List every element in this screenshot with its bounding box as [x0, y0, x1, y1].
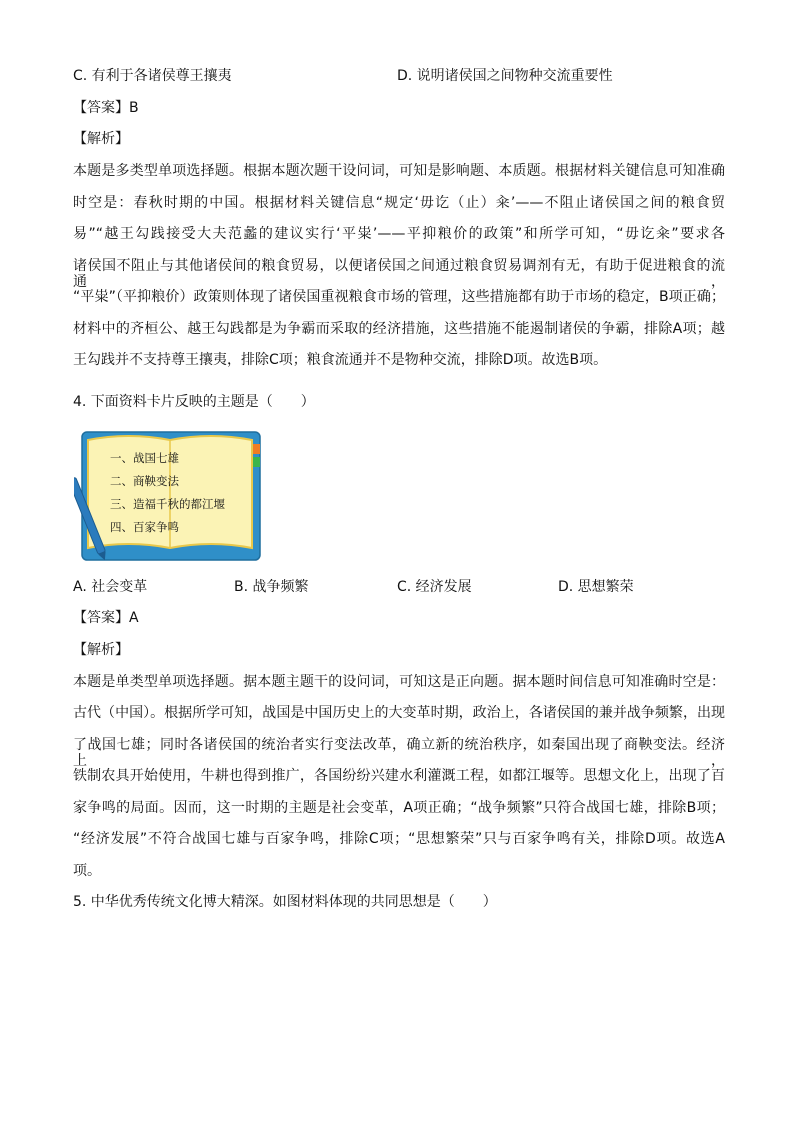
- option-c: C. 经济发展: [397, 579, 472, 595]
- analysis-line: 易”“越王勾践接受大夫范蠡的建议实行‘平粜’——平抑粮价的政策”和所学可知，“毋讫籴”要求各: [73, 226, 725, 242]
- analysis-line: 项。: [73, 863, 101, 879]
- analysis-label: 【解析】: [73, 131, 129, 147]
- option-a: A. 社会变革: [73, 579, 148, 595]
- card-item: 四、百家争鸣: [110, 520, 179, 534]
- analysis-line: 铁制农具开始使用，牛耕也得到推广，各国纷纷兴建水利灌溉工程，如都江堰等。思想文化上，出现了百: [73, 768, 725, 784]
- analysis-line: 时空是：春秋时期的中国。根据材料关键信息“规定‘毋讫（止）籴’——不阻止诸侯国之间的粮食贸: [73, 195, 725, 211]
- analysis-line: “平粜”（平抑粮价）政策则体现了诸侯国重视粮食市场的管理，这些措施都有助于市场的稳定，B项正确；: [73, 289, 725, 305]
- analysis-line: 家争鸣的局面。因而，这一时期的主题是社会变革，A项正确；“战争频繁”只符合战国七雄，排除B项；: [73, 800, 725, 816]
- option-d: D. 思想繁荣: [558, 579, 634, 595]
- option-b: B. 战争频繁: [234, 579, 309, 595]
- card-item: 一、战国七雄: [110, 451, 179, 465]
- analysis-label: 【解析】: [73, 642, 129, 658]
- analysis-line: 了战国七雄；同时各诸侯国的统治者实行变法改革，确立新的统治秩序，如秦国出现了商鞅变法。经济上，: [73, 737, 725, 769]
- answer-label: 【答案】B: [73, 100, 139, 116]
- option-c: C. 有利于各诸侯尊王攘夷: [73, 68, 232, 84]
- analysis-line: 本题是单类型单项选择题。据本题主题干的设问词，可知这是正向题。据本题时间信息可知准确时空是：: [73, 674, 725, 690]
- analysis-line: 古代（中国）。根据所学可知，战国是中国历史上的大变革时期，政治上，各诸侯国的兼并战争频繁，出现: [73, 705, 725, 721]
- option-d: D. 说明诸侯国之间物种交流重要性: [397, 68, 613, 84]
- analysis-line: “经济发展”不符合战国七雄与百家争鸣，排除C项；“思想繁荣”只与百家争鸣有关，排除D项。故选A: [73, 831, 725, 847]
- analysis-line: 诸侯国不阻止与其他诸侯间的粮食贸易，以便诸侯国之间通过粮食贸易调剂有无，有助于促进粮食的流通，: [73, 258, 725, 290]
- answer-label: 【答案】A: [73, 610, 139, 626]
- card-item: 二、商鞅变法: [110, 474, 179, 488]
- analysis-line: 材料中的齐桓公、越王勾践都是为争霸而采取的经济措施，这些措施不能遏制诸侯的争霸，排除A项；越: [73, 321, 725, 337]
- analysis-line: 本题是多类型单项选择题。根据本题次题干设问词，可知是影响题、本质题。根据材料关键信息可知准确: [73, 163, 725, 179]
- question-stem: 4. 下面资料卡片反映的主题是（ ）: [73, 394, 315, 410]
- analysis-line: 王勾践并不支持尊王攘夷，排除C项；粮食流通并不是物种交流，排除D项。故选B项。: [73, 352, 608, 368]
- question-stem: 5. 中华优秀传统文化博大精深。如图材料体现的共同思想是（ ）: [73, 894, 497, 910]
- card-item: 三、造福千秋的都江堰: [110, 497, 225, 511]
